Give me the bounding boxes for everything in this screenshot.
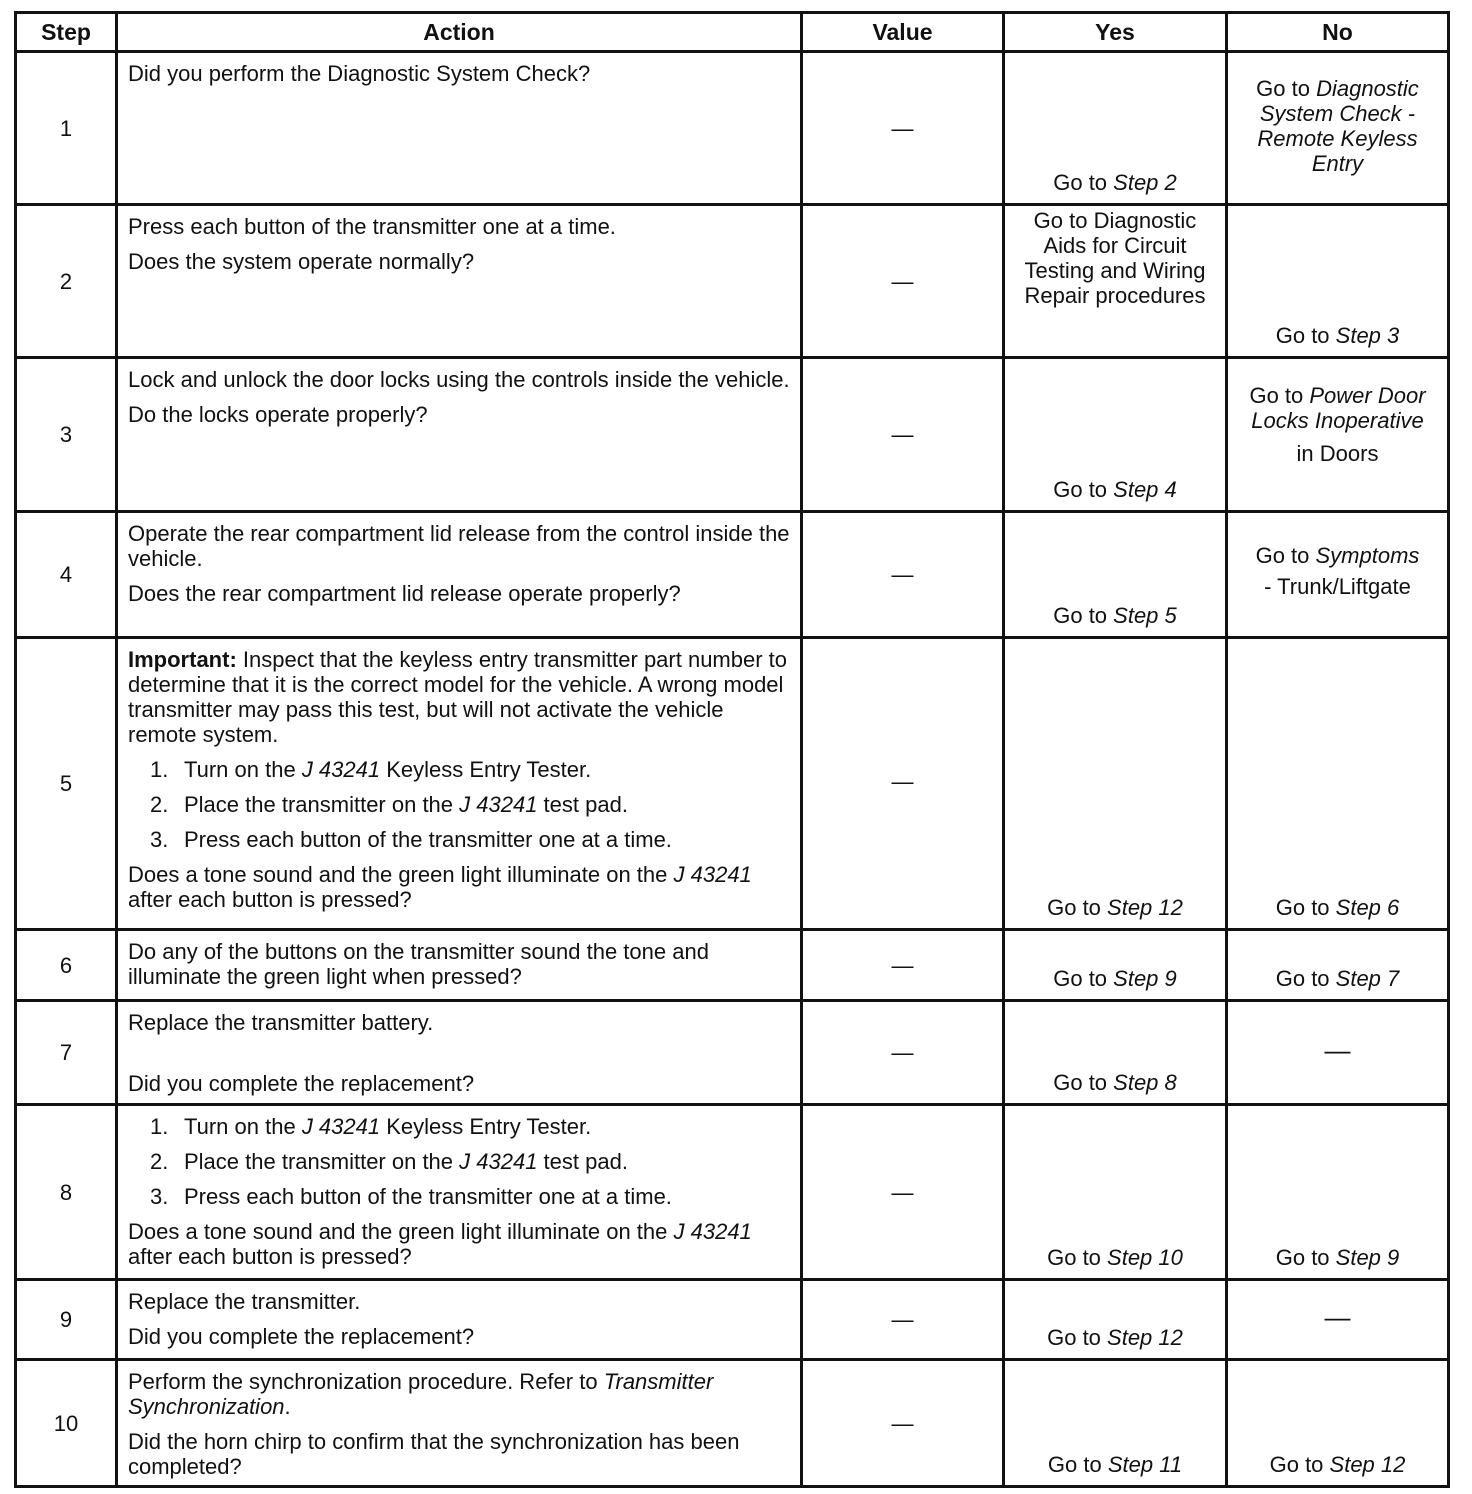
step-number: 10 xyxy=(16,1360,117,1487)
no-cell: Go to Diagnostic System Check - Remote Keyless Entry xyxy=(1227,52,1449,205)
value-cell: — xyxy=(802,358,1004,512)
step-number: 2 xyxy=(16,205,117,358)
step-link[interactable]: Step 12 xyxy=(1107,895,1183,920)
symptoms-link[interactable]: Symptoms xyxy=(1315,543,1420,568)
action-question: Does the system operate normally? xyxy=(128,249,475,274)
value-cell: — xyxy=(802,1001,1004,1105)
step-link[interactable]: Step 7 xyxy=(1335,966,1400,991)
list-item: 1. Turn on the J 43241 Keyless Entry Tester. xyxy=(150,1114,592,1139)
no-cell: Go to Step 12 xyxy=(1227,1360,1449,1487)
yes-cell xyxy=(1004,205,1227,358)
header-row xyxy=(16,13,1449,52)
step-number: 6 xyxy=(16,930,117,1001)
tool-ref: J 43241 xyxy=(673,1219,752,1244)
step-number: 3 xyxy=(16,358,117,512)
yes-cell: Go to Step 9 xyxy=(1004,930,1227,1001)
action-question: Did the horn chirp to confirm that the synchronization has been completed? xyxy=(128,1429,740,1479)
no-cell: Go to Step 6 xyxy=(1227,638,1449,930)
tool-ref: J 43241 xyxy=(459,792,538,817)
yes-cell: Go to Step 10 xyxy=(1004,1105,1227,1280)
yes-cell: Go to Step 11 xyxy=(1004,1360,1227,1487)
step-link[interactable]: Step 5 xyxy=(1113,603,1177,628)
action-question: Do any of the buttons on the transmitter sound the tone and illuminate the green light when pressed? xyxy=(128,939,709,989)
tool-ref: J 43241 xyxy=(301,1114,381,1139)
table-row xyxy=(16,1360,1449,1487)
yes-cell: Go to Step 12 xyxy=(1004,1280,1227,1360)
step-link[interactable]: Step 2 xyxy=(1113,170,1177,195)
table-row xyxy=(16,930,1449,1001)
action-cell xyxy=(117,512,802,638)
header-no: No xyxy=(1227,13,1449,52)
table-row xyxy=(16,1001,1449,1105)
action-cell xyxy=(117,930,802,1001)
diagnostic-table xyxy=(14,11,1450,1488)
no-cell: Go to Power Door Locks Inoperative in Doors xyxy=(1227,358,1449,512)
step-link[interactable]: Step 12 xyxy=(1107,1325,1183,1350)
step-number: 4 xyxy=(16,512,117,638)
action-question: Did you complete the replacement? xyxy=(128,1071,475,1096)
yes-cell: Go to Step 4 xyxy=(1004,358,1227,512)
important-note: Important: Inspect that the keyless entry transmitter part number to determine that it is the correct model for the vehicle. A wrong model transmitter may pass this test, but will not activate the vehicle remote system. xyxy=(128,647,788,747)
header-step: Step xyxy=(16,13,117,52)
no-cell: Go to Step 7 xyxy=(1227,930,1449,1001)
value-cell: — xyxy=(802,52,1004,205)
step-number: 5 xyxy=(16,638,117,930)
action-text: Operate the rear compartment lid release from the control inside the vehicle. xyxy=(128,521,790,571)
list-item: 2. Place the transmitter on the J 43241 test pad. xyxy=(150,792,628,817)
list-item: 3. Press each button of the transmitter one at a time. xyxy=(150,827,672,852)
yes-cell: Go to Step 12 xyxy=(1004,638,1227,930)
value-cell: — xyxy=(802,512,1004,638)
table-row xyxy=(16,638,1449,930)
no-cell: Go to Step 3 xyxy=(1227,205,1449,358)
power-door-locks-link[interactable]: Power Door Locks Inoperative xyxy=(1251,383,1426,433)
action-cell xyxy=(117,638,802,930)
no-note: in Doors xyxy=(1296,441,1379,466)
tool-ref: J 43241 xyxy=(301,757,381,782)
step-link[interactable]: Step 12 xyxy=(1329,1452,1406,1477)
action-question: Does a tone sound and the green light illuminate on the J 43241 after each button is pressed? xyxy=(128,862,752,912)
no-cell: Go to Step 9 xyxy=(1227,1105,1449,1280)
action-cell xyxy=(117,1001,802,1105)
diagnostic-system-check-link[interactable]: Diagnostic System Check - Remote Keyless Entry xyxy=(1257,76,1419,176)
list-item: 2. Place the transmitter on the J 43241 test pad. xyxy=(150,1149,628,1174)
header-yes: Yes xyxy=(1004,13,1227,52)
value-cell: — xyxy=(802,930,1004,1001)
tool-ref: J 43241 xyxy=(459,1149,538,1174)
action-text: Replace the transmitter. xyxy=(128,1289,361,1314)
value-cell: — xyxy=(802,1105,1004,1280)
list-item: 1. Turn on the J 43241 Keyless Entry Tester. xyxy=(150,757,592,782)
step-number: 9 xyxy=(16,1280,117,1360)
no-cell: — xyxy=(1227,1001,1449,1105)
no-cell: Go to Symptoms - Trunk/Liftgate xyxy=(1227,512,1449,638)
action-cell xyxy=(117,358,802,512)
procedure-list xyxy=(128,757,790,852)
step-link[interactable]: Step 11 xyxy=(1107,1452,1183,1477)
action-cell xyxy=(117,1360,802,1487)
step-link[interactable]: Step 9 xyxy=(1335,1245,1400,1270)
step-link[interactable]: Step 6 xyxy=(1335,895,1400,920)
no-cell: — xyxy=(1227,1280,1449,1360)
step-link[interactable]: Step 8 xyxy=(1113,1070,1177,1095)
table-row xyxy=(16,205,1449,358)
step-link[interactable]: Step 4 xyxy=(1113,477,1177,502)
table-row xyxy=(16,1280,1449,1360)
tool-ref: J 43241 xyxy=(673,862,752,887)
diagnostic-aids-link[interactable]: Go to Diagnostic Aids for Circuit Testing and Wiring Repair procedures xyxy=(1024,208,1206,308)
value-cell: — xyxy=(802,638,1004,930)
action-cell xyxy=(117,205,802,358)
header-action: Action xyxy=(117,13,802,52)
yes-cell: Go to Step 8 xyxy=(1004,1001,1227,1105)
step-number: 8 xyxy=(16,1105,117,1280)
action-cell xyxy=(117,52,802,205)
table-row xyxy=(16,358,1449,512)
header-value: Value xyxy=(802,13,1004,52)
list-item: 3. Press each button of the transmitter one at a time. xyxy=(150,1184,672,1209)
no-note: - Trunk/Liftgate xyxy=(1264,574,1411,599)
table-row xyxy=(16,512,1449,638)
yes-cell: Go to Step 5 xyxy=(1004,512,1227,638)
table-row xyxy=(16,1105,1449,1280)
step-number: 7 xyxy=(16,1001,117,1105)
action-cell xyxy=(117,1105,802,1280)
action-text: Perform the synchronization procedure. Refer to Transmitter Synchronization. xyxy=(128,1369,714,1419)
action-question: Do the locks operate properly? xyxy=(128,402,428,427)
step-link[interactable]: Step 9 xyxy=(1113,966,1177,991)
action-cell xyxy=(117,1280,802,1360)
action-text: Replace the transmitter battery. xyxy=(128,1010,434,1035)
action-question: Does a tone sound and the green light illuminate on the J 43241 after each button is pressed? xyxy=(128,1219,752,1269)
value-cell: — xyxy=(802,1360,1004,1487)
action-question: Did you complete the replacement? xyxy=(128,1324,475,1349)
step-link[interactable]: Step 3 xyxy=(1335,323,1400,348)
action-question: Does the rear compartment lid release operate properly? xyxy=(128,581,681,606)
step-number: 1 xyxy=(16,52,117,205)
action-text: Press each button of the transmitter one at a time. xyxy=(128,214,616,239)
action-text: Did you perform the Diagnostic System Check? xyxy=(128,61,591,86)
transmitter-synchronization-link[interactable]: Transmitter Synchronization xyxy=(128,1369,714,1419)
yes-cell: Go to Step 2 xyxy=(1004,52,1227,205)
value-cell: — xyxy=(802,1280,1004,1360)
important-label: Important: xyxy=(128,647,237,672)
value-cell: — xyxy=(802,205,1004,358)
table-row xyxy=(16,52,1449,205)
procedure-list xyxy=(128,1114,790,1209)
action-text: Lock and unlock the door locks using the controls inside the vehicle. xyxy=(128,367,790,392)
step-link[interactable]: Step 10 xyxy=(1107,1245,1183,1270)
